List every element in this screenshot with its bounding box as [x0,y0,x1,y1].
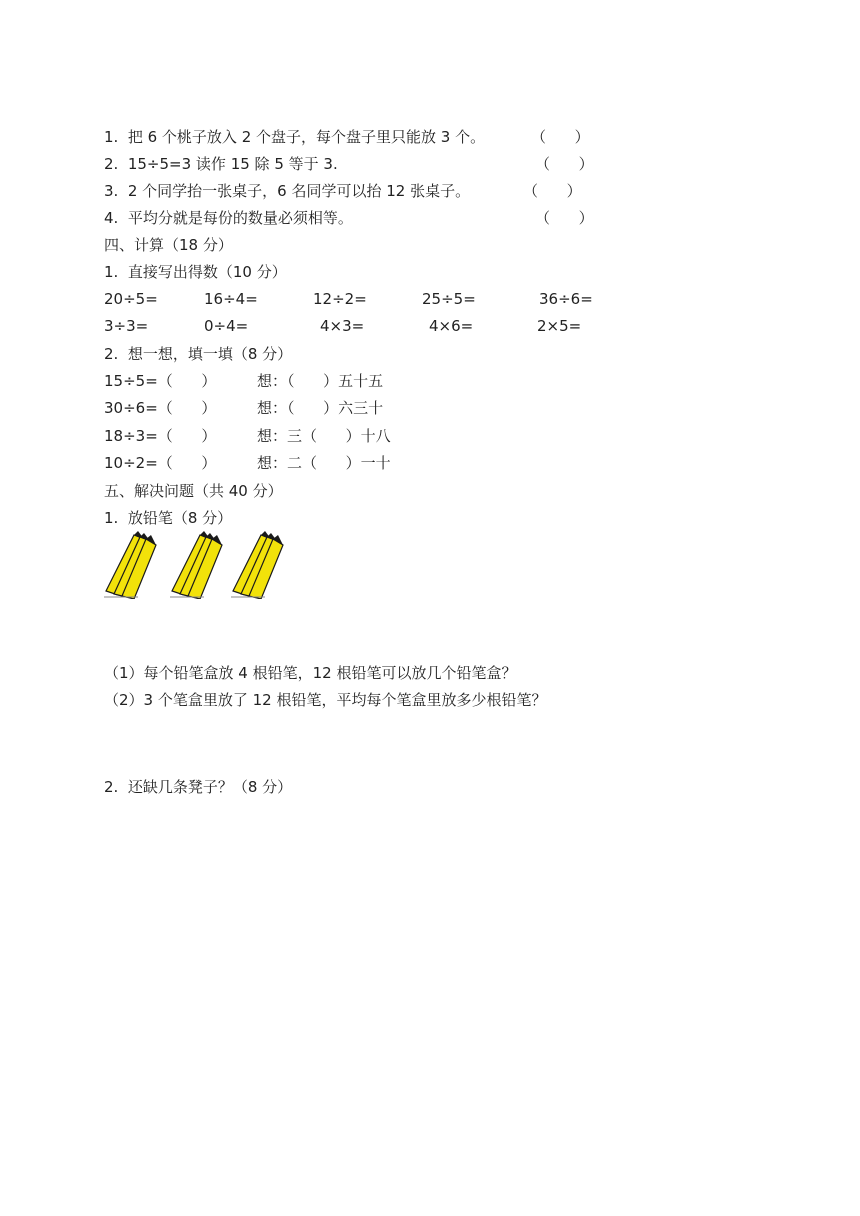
calc-item: 0÷4= [204,317,249,335]
problem-2-title: 2. 还缺几条凳子？（8 分） [104,778,293,796]
problem-1-title: 1. 放铅笔（8 分） [104,509,233,527]
calc-item: 16÷4= [204,290,258,308]
judge-item-3: 3. 2 个同学抬一张桌子，6 名同学可以抬 12 张桌子。 [104,182,471,200]
fill-equation[interactable]: 10÷2=（ ） [104,454,217,472]
judge-item-1: 1. 把 6 个桃子放入 2 个盘子，每个盘子里只能放 3 个。 [104,128,486,146]
calc-item: 12÷2= [313,290,367,308]
section-5-heading: 五、解决问题（共 40 分） [104,482,283,500]
pencil-bundle-image [170,531,224,599]
fill-equation[interactable]: 30÷6=（ ） [104,399,217,417]
judge-answer-3[interactable]: （ ） [523,182,582,200]
judge-answer-4[interactable]: （ ） [535,209,594,227]
calc-item: 4×6= [429,317,474,335]
fill-equation[interactable]: 15÷5=（ ） [104,372,217,390]
fill-think[interactable]: 想：（ ）六三十 [257,399,384,417]
pencil-bundle-image [104,531,158,599]
calc-item: 36÷6= [539,290,593,308]
calc-q1-title: 1. 直接写出得数（10 分） [104,263,287,281]
pencil-bundle-image [231,531,285,599]
problem-1-sub-1: （1）每个铅笔盒放 4 根铅笔，12 根铅笔可以放几个铅笔盒？ [104,664,517,682]
calc-item: 25÷5= [422,290,476,308]
fill-think[interactable]: 想：三（ ）十八 [257,427,391,445]
section-4-heading: 四、计算（18 分） [104,236,233,254]
judge-answer-2[interactable]: （ ） [535,155,594,173]
problem-1-sub-2: （2）3 个笔盒里放了 12 根铅笔，平均每个笔盒里放多少根铅笔？ [104,691,547,709]
fill-think[interactable]: 想：二（ ）一十 [257,454,391,472]
calc-item: 4×3= [320,317,365,335]
fill-think[interactable]: 想：（ ）五十五 [257,372,384,390]
fill-equation[interactable]: 18÷3=（ ） [104,427,217,445]
judge-answer-1[interactable]: （ ） [531,128,590,146]
calc-item: 20÷5= [104,290,158,308]
judge-item-2: 2. 15÷5=3 读作 15 除 5 等于 3. [104,155,338,173]
calc-item: 2×5= [537,317,582,335]
fill-q2-title: 2. 想一想，填一填（8 分） [104,345,293,363]
judge-item-4: 4. 平均分就是每份的数量必须相等。 [104,209,353,227]
calc-item: 3÷3= [104,317,149,335]
